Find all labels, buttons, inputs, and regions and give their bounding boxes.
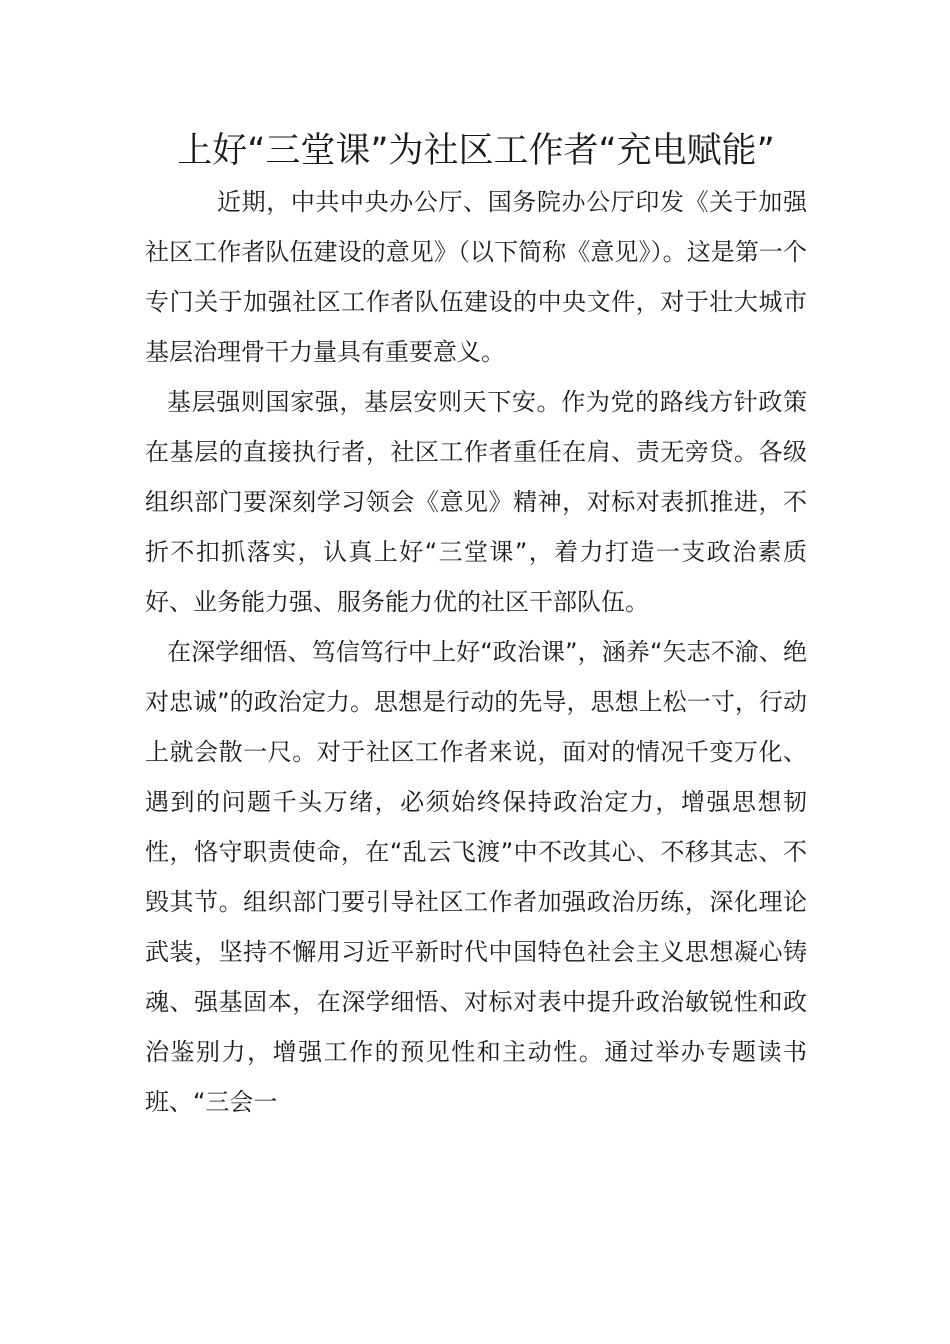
- document-title: 上好“三堂课”为社区工作者“充电赋能”: [177, 131, 775, 171]
- paragraph-intro: 近期，中共中央办公厅、国务院办公厅印发《关于加强社区工作者队伍建设的意见》（以下简称《意见》）。这是第一个专门关于加强社区工作者队伍建设的中央文件，对于壮大城市基层治理骨干力量具有重要意义。: [145, 188, 807, 366]
- document-page: [145, 128, 807, 1127]
- paragraph-political-lesson: 在深学细悟、笃信笃行中上好“政治课”，涵养“矢志不渝、绝对忠诚”的政治定力。思想是行动的先导，思想上松一寸，行动上就会散一尺。对于社区工作者来说，面对的情况千变万化、遇到的问题千头万绪，必须始终保持政治定力，增强思想韧性，恪守职责使命，在“乱云飞渡”中不改其心、不移其志、不毁其节。组织部门要引导社区工作者加强政治历练，深化理论武装，坚持不懈用习近平新时代中国特色社会主义思想凝心铸魂、强基固本，在深学细悟、对标对表中提升政治敏锐性和政治鉴别力，增强工作的预见性和主动性。通过举办专题读书班、“三会一: [145, 638, 807, 1116]
- paragraph-grassroots: 基层强则国家强，基层安则天下安。作为党的路线方针政策在基层的直接执行者，社区工作者重任在肩、责无旁贷。各级组织部门要深刻学习领会《意见》精神，对标对表抓推进，不折不扣抓落实，认真上好“三堂课”，着力打造一支政治素质好、业务能力强、服务能力优的社区干部队伍。: [145, 388, 807, 616]
